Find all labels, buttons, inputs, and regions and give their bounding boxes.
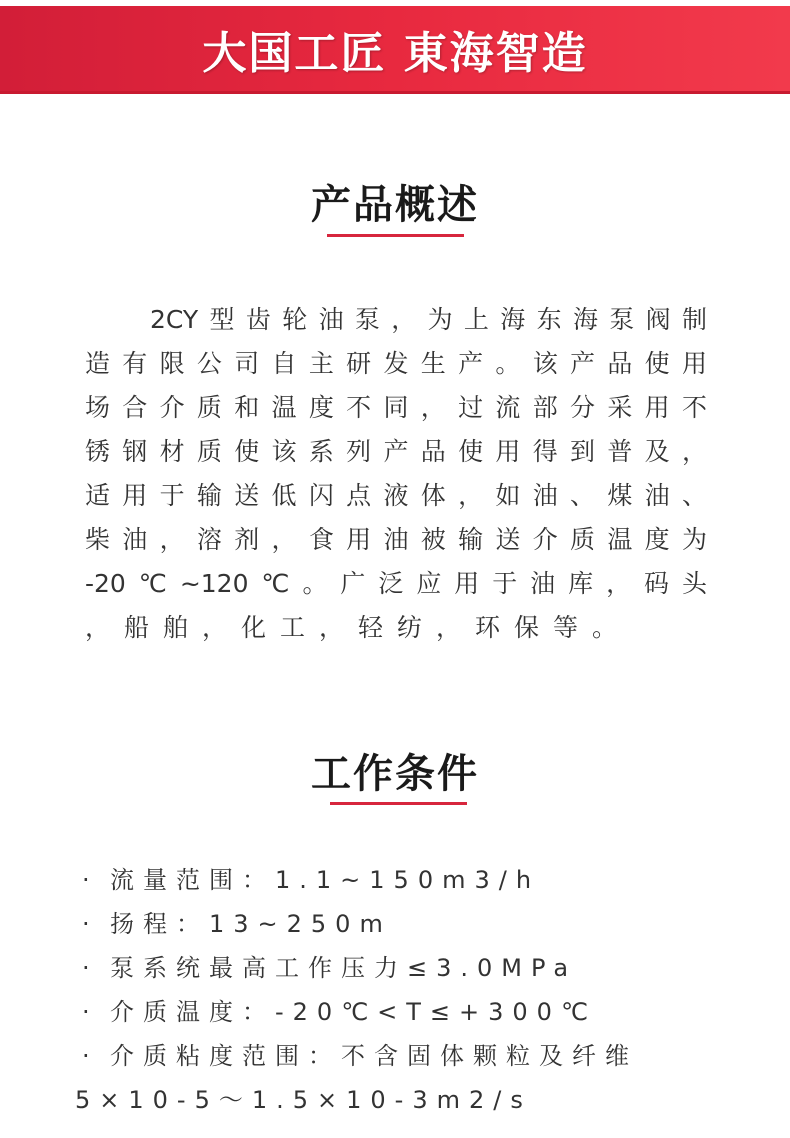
overview-paragraph [85, 298, 707, 650]
item-text: 流量范围：1.1~150m3/h [110, 866, 541, 894]
overview-underline [327, 234, 464, 237]
paragraph-line: ，船舶，化工，轻纺，环保等。 [85, 613, 632, 642]
paragraph-line: -20℃~120℃。广泛应用于油库，码头 [85, 569, 707, 598]
list-item [82, 990, 638, 1034]
list-item [82, 1034, 638, 1078]
bullet-icon: · [82, 866, 99, 894]
banner-title: 大国工匠 東海智造 [202, 27, 588, 79]
bullet-icon: · [82, 1042, 99, 1070]
paragraph-line: 造有限公司自主研发生产。该产品使用 [85, 349, 707, 378]
paragraph-line: 锈钢材质使该系列产品使用得到普及， [85, 437, 707, 466]
list-item [82, 946, 638, 990]
bullet-icon: · [82, 954, 99, 982]
list-item-continuation: 5×10-5～1.5×10-3m2/s [75, 1086, 532, 1114]
banner [0, 6, 790, 94]
paragraph-line: 场合介质和温度不同，过流部分采用不 [85, 393, 707, 422]
paragraph-line: 柴油，溶剂，食用油被输送介质温度为 [85, 525, 707, 554]
item-text: 介质温度：-20℃<T≤+300℃ [110, 998, 597, 1026]
paragraph-line: 2CY型齿轮油泵，为上海东海泵阀制 [150, 305, 707, 334]
list-item [82, 858, 638, 902]
list-item [82, 902, 638, 946]
bullet-icon: · [82, 998, 99, 1026]
paragraph-line: 适用于输送低闪点液体，如油、煤油、 [85, 481, 707, 510]
conditions-list [75, 858, 638, 1122]
item-text: 扬程：13~250m [110, 910, 392, 938]
overview-heading: 产品概述 [311, 182, 479, 228]
item-text: 泵系统最高工作压力≤3.0MPa [110, 954, 578, 982]
conditions-heading: 工作条件 [311, 751, 479, 797]
item-text: 介质粘度范围：不含固体颗粒及纤维 [110, 1042, 638, 1070]
bullet-icon: · [82, 910, 99, 938]
conditions-underline [330, 802, 467, 805]
